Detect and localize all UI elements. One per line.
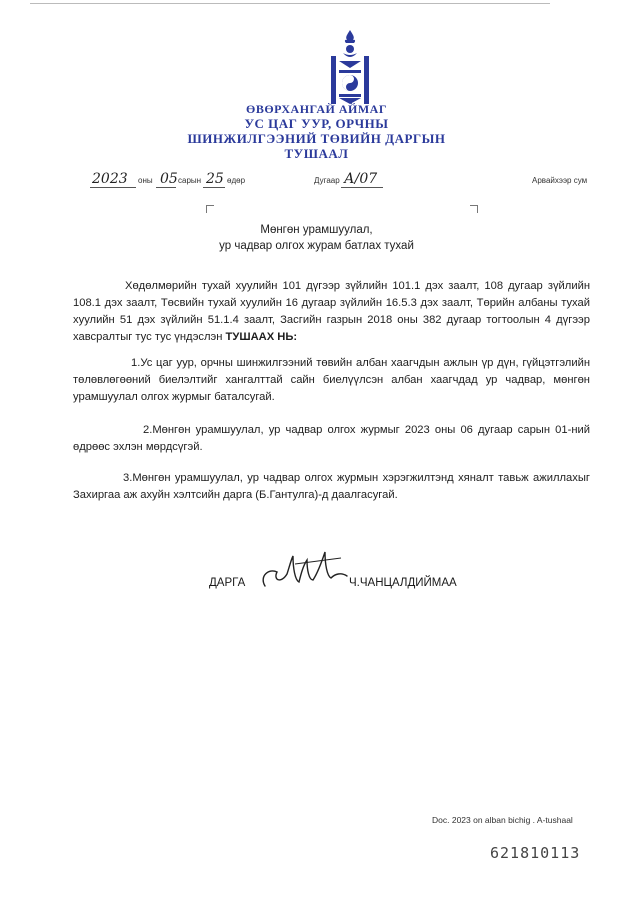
soyombo-emblem-icon [325, 28, 375, 106]
title-bracket-left-vertical [206, 205, 207, 213]
preamble-paragraph [73, 278, 590, 346]
header-document-type: ТУШААЛ [284, 146, 349, 161]
number-label: Дугаар [314, 176, 340, 185]
document-number-underline [341, 187, 383, 188]
header-org-line1: УС ЦАГ УУР, ОРЧНЫ [244, 116, 389, 131]
date-day-suffix: өдөр [227, 176, 246, 185]
handwritten-signature [255, 546, 355, 594]
title-bracket-right-vertical [477, 205, 478, 213]
header-org-line2: ШИНЖИЛГЭЭНИЙ ТӨВИЙН ДАРГЫН [187, 131, 446, 146]
signature-title: ДАРГА [209, 577, 246, 589]
footer-note: Doc. 2023 on alban bichig . A-tushaal [432, 815, 573, 825]
order-keyword: ТУШААХ НЬ: [225, 331, 298, 343]
scan-edge-line [30, 3, 550, 4]
order-item-2-text: 2.Мөнгөн урамшуулал, ур чадвар олгох журмыг 2023 оны 06 дугаар сарын 01-ний өдрөөс эхлэн мөрдсүгэй. [73, 424, 590, 453]
date-year-suffix: оны [138, 176, 153, 185]
date-year: 2023 [92, 171, 128, 187]
document-title-line1: Мөнгөн урамшуулал, [260, 224, 373, 236]
order-item-2 [73, 422, 590, 456]
document-number: А/07 [344, 171, 378, 187]
order-item-3 [73, 470, 590, 504]
place-name: Арвайхээр сум [532, 176, 588, 185]
date-year-underline [90, 187, 136, 188]
signer-name: Ч.ЧАНЦАЛДИЙМАА [349, 577, 457, 589]
document-serial-number: 621810113 [490, 844, 581, 862]
order-item-3-text: 3.Мөнгөн урамшуулал, ур чадвар олгох журмын хэрэгжилтэнд хяналт тавьж ажиллахыг Захиргаа аж ахуйн хэлтсийн дарга (Б.Гантулга)-д даалгасугай. [73, 472, 590, 501]
date-month: 05 [160, 171, 178, 187]
date-month-suffix: сарын [178, 176, 202, 185]
date-month-underline [156, 187, 176, 188]
document-title-line2: ур чадвар олгох журам батлах тухай [219, 240, 414, 252]
order-item-1 [73, 355, 590, 406]
date-day: 25 [206, 171, 224, 187]
document-title [0, 222, 633, 254]
date-day-underline [203, 187, 225, 188]
title-bracket-left [206, 205, 214, 206]
preamble-text: Хөдөлмөрийн тухай хуулийн 101 дүгээр зүйлийн 101.1 дэх заалт, 108 дугаар зүйлийн 108.1 дэх заалт, Төсвийн тухай хуулийн 16 дугаар зүйлийн 16.5.3 дэх заалт, Төрийн албаны тухай хуулийн 51 дэх зүйлийн 51.1.4 заалт, Засгийн газрын 2018 оны 382 дугаар тогтоолын 4 дүгээр хавсралтыг тус тус үндэслэн [73, 280, 590, 343]
header-aimag: ӨВӨРХАНГАЙ АЙМАГ [246, 102, 387, 116]
order-item-1-text: 1.Ус цаг уур, орчны шинжилгээний төвийн албан хаагчдын ажлын үр дүн, гүйцэтгэлийн төлөвлөгөөний биелэлтийг хангалттай сайн биелүүлсэн албан хаагчдад ур чадвар, мөнгөн урамшуулал олгох журмыг баталсугай. [73, 357, 590, 403]
